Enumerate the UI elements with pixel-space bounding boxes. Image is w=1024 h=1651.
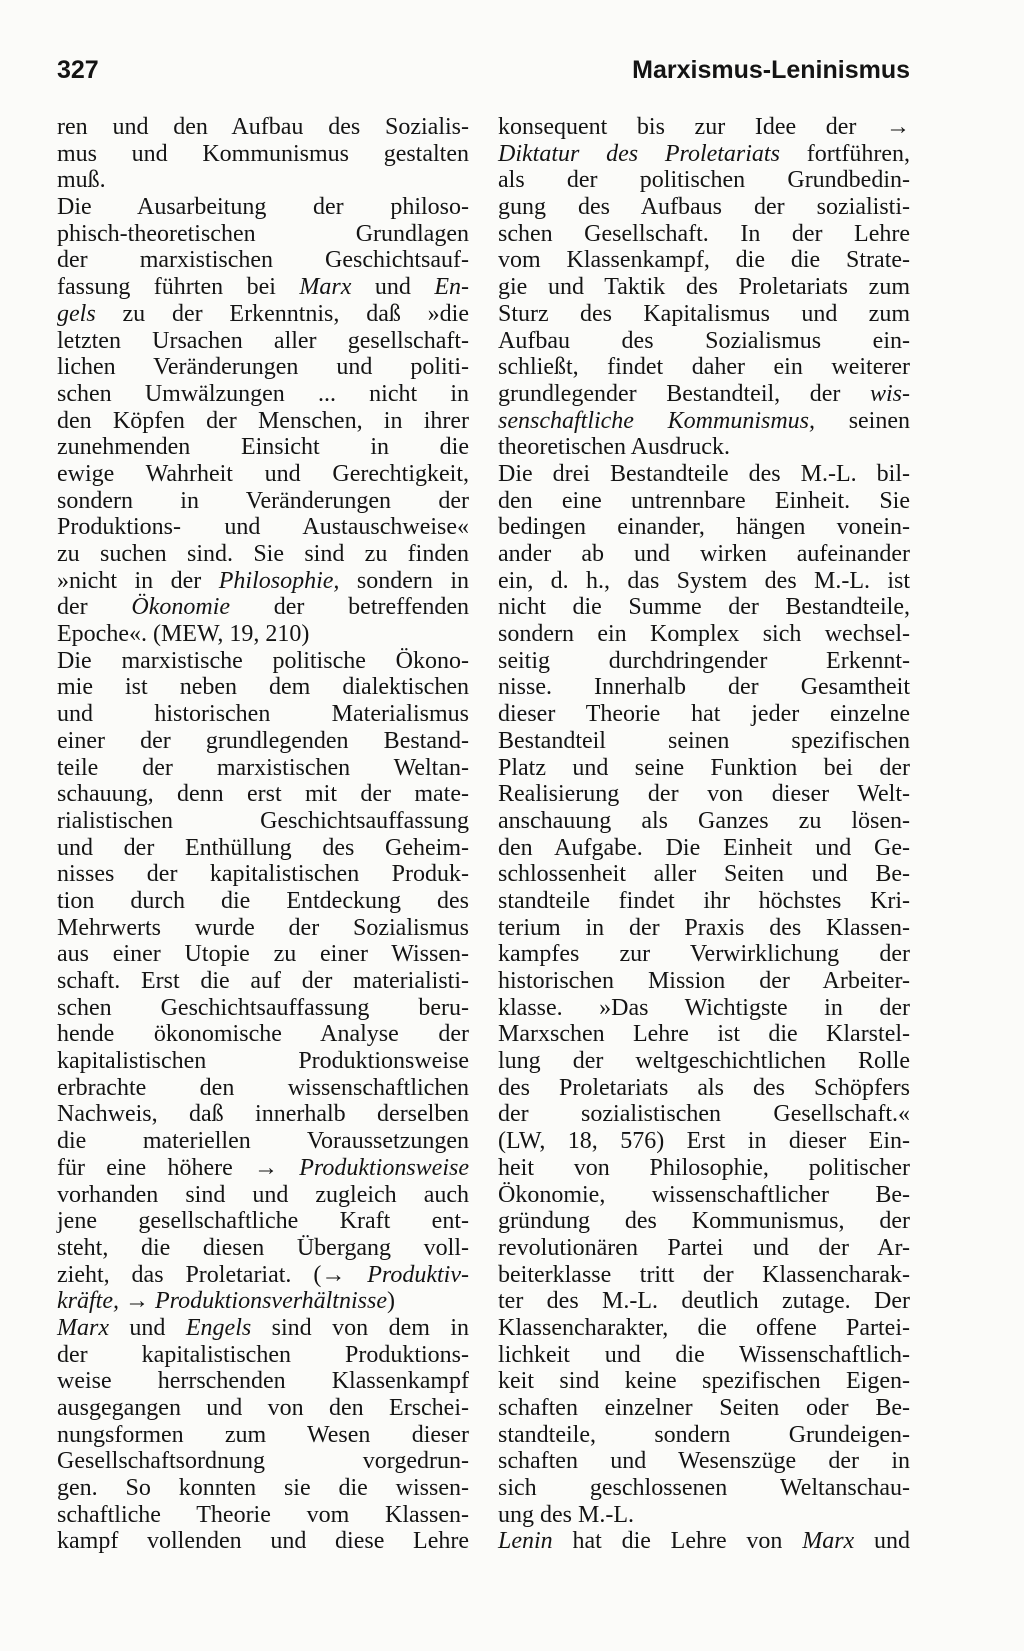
text-line: Lenin hat die Lehre von Marx und bbox=[498, 1528, 910, 1555]
text-line: nisses der kapitalistischen Produk- bbox=[57, 861, 469, 888]
text-line: dieser Theorie hat jeder einzelne bbox=[498, 701, 910, 728]
text-line: kampf vollenden und diese Lehre bbox=[57, 1528, 469, 1555]
text-line: der kapitalistischen Produktions- bbox=[57, 1341, 469, 1368]
text-line: den Köpfen der Menschen, in ihrer bbox=[57, 407, 469, 434]
text-line: und historischen Materialismus bbox=[57, 701, 469, 728]
text-line: den eine untrennbare Einheit. Sie bbox=[498, 487, 910, 514]
running-title: Marxismus-Leninismus bbox=[632, 56, 910, 84]
text-line: schaftliche Theorie vom Klassen- bbox=[57, 1501, 469, 1528]
text-line: nicht die Summe der Bestandteile, bbox=[498, 594, 910, 621]
text-line: zunehmenden Einsicht in die bbox=[57, 434, 469, 461]
text-line: der Ökonomie der betreffenden bbox=[57, 594, 469, 621]
text-line: steht, die diesen Übergang voll- bbox=[57, 1234, 469, 1261]
text-line: ter des M.-L. deutlich zutage. Der bbox=[498, 1288, 910, 1315]
text-line: Epoche«. (MEW, 19, 210) bbox=[57, 621, 310, 648]
page-number: 327 bbox=[57, 56, 99, 84]
text-line: einer der grundlegenden Bestand- bbox=[57, 727, 469, 754]
text-line: kräfte, → Produktionsverhältnisse) bbox=[57, 1288, 395, 1315]
text-line: Klassencharakter, die offene Partei- bbox=[498, 1314, 910, 1341]
text-line: aus einer Utopie zu einer Wissen- bbox=[57, 941, 469, 968]
text-line: tion durch die Entdeckung des bbox=[57, 887, 469, 914]
text-line: schauung, denn erst mit der mate- bbox=[57, 781, 469, 808]
text-line: Produktions- und Austauschweise« bbox=[57, 514, 469, 541]
text-line: die materiellen Voraussetzungen bbox=[57, 1128, 469, 1155]
text-line: Diktatur des Proletariats fortführen, bbox=[498, 140, 910, 167]
text-line: schlossenheit aller Seiten und Be- bbox=[498, 861, 910, 888]
text-line: ausgegangen und von den Erschei- bbox=[57, 1395, 469, 1421]
text-line: sich geschlossenen Weltanschau- bbox=[498, 1475, 910, 1502]
text-line: ander ab und wirken aufeinander bbox=[498, 541, 910, 567]
text-line: klasse. »Das Wichtigste in der bbox=[498, 994, 910, 1021]
page-header bbox=[0, 56, 1024, 92]
text-line: Die drei Bestandteile des M.-L. bil- bbox=[498, 460, 910, 487]
text-line: Ökonomie, wissenschaftlicher Be- bbox=[498, 1181, 910, 1208]
text-line: sondern in Veränderungen der bbox=[57, 487, 469, 514]
text-line: vorhanden sind und zugleich auch bbox=[57, 1181, 469, 1208]
text-line: muß. bbox=[57, 167, 106, 194]
text-line: heit von Philosophie, politischer bbox=[498, 1154, 910, 1181]
text-line: seitig durchdringender Erkennt- bbox=[498, 647, 910, 674]
text-line: ung des M.-L. bbox=[498, 1501, 634, 1528]
text-line: grundlegender Bestandteil, der wis- bbox=[498, 380, 910, 407]
text-line: Mehrwerts wurde der Sozialismus bbox=[57, 914, 469, 941]
text-line: mie ist neben dem dialektischen bbox=[57, 674, 469, 701]
text-line: lichen Veränderungen und politi- bbox=[57, 354, 469, 381]
text-line: gels zu der Erkenntnis, daß »die bbox=[57, 300, 469, 327]
text-line: fassung führten bei Marx und En- bbox=[57, 274, 470, 301]
text-line: schaften einzelner Seiten oder Be- bbox=[498, 1395, 910, 1421]
text-line: theoretischen Ausdruck. bbox=[498, 434, 730, 461]
text-line: historischen Mission der Arbeiter- bbox=[498, 968, 910, 994]
text-line: mus und Kommunismus gestalten bbox=[57, 140, 469, 167]
text-line: letzten Ursachen aller gesellschaft- bbox=[57, 327, 469, 354]
text-line: den Aufgabe. Die Einheit und Ge- bbox=[498, 834, 910, 861]
text-line: schließt, findet daher ein weiterer bbox=[498, 354, 910, 381]
text-line: senschaftliche Kommunismus, seinen bbox=[498, 407, 910, 434]
text-line: als der politischen Grundbedin- bbox=[498, 167, 910, 194]
text-line: kapitalistischen Produktionsweise bbox=[57, 1048, 469, 1075]
text-line: nisse. Innerhalb der Gesamtheit bbox=[498, 674, 910, 701]
text-line: ewige Wahrheit und Gerechtigkeit, bbox=[57, 460, 469, 487]
text-line: Gesellschaftsordnung vorgedrun- bbox=[57, 1448, 469, 1475]
text-line: gen. So konnten sie die wissen- bbox=[57, 1475, 469, 1502]
text-line: weise herrschenden Klassenkampf bbox=[57, 1368, 469, 1395]
text-line: Platz und seine Funktion bei der bbox=[498, 754, 910, 781]
text-line: gung des Aufbaus der sozialisti- bbox=[498, 194, 910, 221]
text-line: konsequent bis zur Idee der → bbox=[498, 114, 910, 140]
text-line: gründung des Kommunismus, der bbox=[498, 1208, 910, 1235]
text-line: »nicht in der Philosophie, sondern in bbox=[57, 567, 469, 594]
text-line: ren und den Aufbau des Sozialis- bbox=[57, 114, 469, 140]
text-line: keit sind keine spezifischen Eigen- bbox=[498, 1368, 910, 1395]
text-line: Aufbau des Sozialismus ein- bbox=[498, 327, 910, 354]
text-line: jene gesellschaftliche Kraft ent- bbox=[57, 1208, 469, 1235]
text-line: nungsformen zum Wesen dieser bbox=[57, 1421, 469, 1448]
text-line: Die Ausarbeitung der philoso- bbox=[57, 194, 469, 221]
left-column bbox=[57, 114, 469, 1555]
text-line: standteile findet ihr höchstes Kri- bbox=[498, 887, 910, 914]
text-line: (LW, 18, 576) Erst in dieser Ein- bbox=[498, 1128, 910, 1155]
text-line: kampfes zur Verwirklichung der bbox=[498, 941, 910, 968]
text-line: Nachweis, daß innerhalb derselben bbox=[57, 1101, 469, 1128]
text-line: ein, d. h., das System des M.-L. ist bbox=[498, 567, 910, 594]
text-line: rialistischen Geschichtsauffassung bbox=[57, 807, 469, 834]
right-column bbox=[498, 114, 910, 1555]
text-line: lung der weltgeschichtlichen Rolle bbox=[498, 1048, 910, 1075]
text-line: zieht, das Proletariat. (→ Produktiv- bbox=[57, 1261, 469, 1288]
text-line: erbrachte den wissenschaftlichen bbox=[57, 1074, 469, 1101]
text-line: schen Umwälzungen ... nicht in bbox=[57, 380, 469, 407]
text-line: lichkeit und die Wissenschaftlich- bbox=[498, 1341, 910, 1368]
text-line: Die marxistische politische Ökono- bbox=[57, 647, 469, 674]
text-line: hende ökonomische Analyse der bbox=[57, 1021, 469, 1048]
text-line: und der Enthüllung des Geheim- bbox=[57, 834, 469, 861]
text-line: zu suchen sind. Sie sind zu finden bbox=[57, 541, 469, 567]
text-line: Marxschen Lehre ist die Klarstel- bbox=[498, 1021, 910, 1048]
text-line: schaften und Wesenszüge der in bbox=[498, 1448, 910, 1475]
text-line: des Proletariats als des Schöpfers bbox=[498, 1074, 910, 1101]
text-line: phisch-theoretischen Grundlagen bbox=[57, 220, 469, 247]
text-line: gie und Taktik des Proletariats zum bbox=[498, 274, 910, 301]
text-line: anschauung als Ganzes zu lösen- bbox=[498, 807, 910, 834]
text-line: schaft. Erst die auf der materialisti- bbox=[57, 968, 469, 994]
text-line: für eine höhere → Produktionsweise bbox=[57, 1154, 469, 1181]
text-line: schen Gesellschaft. In der Lehre bbox=[498, 220, 910, 247]
text-line: schen Geschichtsauffassung beru- bbox=[57, 994, 469, 1021]
text-line: beiterklasse tritt der Klassencharak- bbox=[498, 1261, 910, 1288]
text-line: sondern ein Komplex sich wechsel- bbox=[498, 621, 910, 648]
text-line: Bestandteil seinen spezifischen bbox=[498, 727, 910, 754]
text-line: standteile, sondern Grundeigen- bbox=[498, 1421, 910, 1448]
text-line: der marxistischen Geschichtsauf- bbox=[57, 247, 469, 274]
text-line: vom Klassenkampf, die die Strate- bbox=[498, 247, 910, 274]
text-line: Marx und Engels sind von dem in bbox=[57, 1314, 470, 1341]
text-line: teile der marxistischen Weltan- bbox=[57, 754, 469, 781]
text-line: revolutionären Partei und der Ar- bbox=[498, 1234, 910, 1261]
text-line: Sturz des Kapitalismus und zum bbox=[498, 300, 910, 327]
text-line: der sozialistischen Gesellschaft.« bbox=[498, 1101, 910, 1128]
text-line: Realisierung der von dieser Welt- bbox=[498, 781, 910, 808]
text-line: bedingen einander, hängen vonein- bbox=[498, 514, 910, 541]
text-line: terium in der Praxis des Klassen- bbox=[498, 914, 910, 941]
